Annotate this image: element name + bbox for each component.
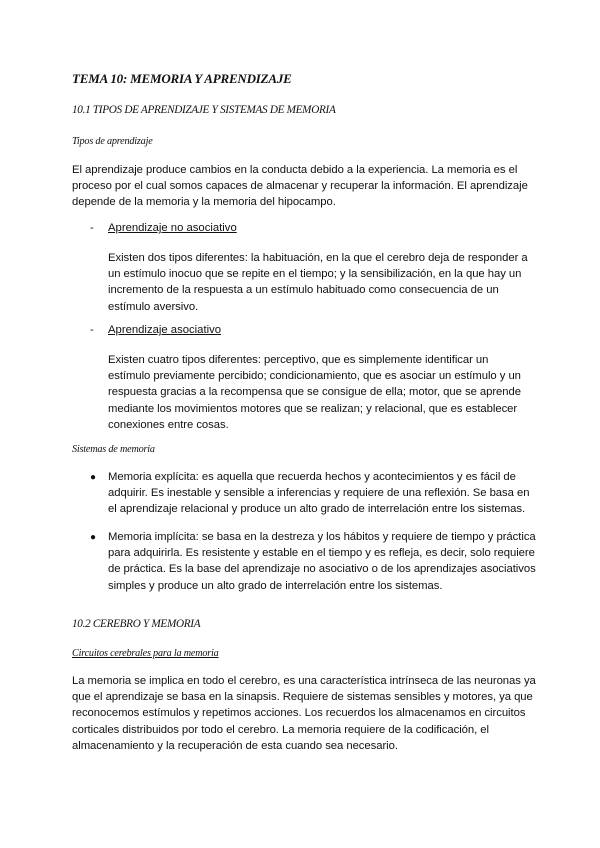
label-no-asociativo: Aprendizaje no asociativo (108, 222, 237, 234)
section2-paragraph: La memoria se implica en todo el cerebro, es una característica intrínseca de las neuronas ya que el aprendizaje se basa en la sinapsis. Requiere de sistemas sensibles y motores, ya que reconocemos estímulos y repetimos acciones. Los recuerdos los almacenamos en circuitos corticales distribuidos por todo el cerebro. La memoria requiere de la codificación, el almacenamiento y la recuperación de esta cuando sea necesario. (72, 675, 536, 752)
text-no-asociativo: Existen dos tipos diferentes: la habituación, en la que el cerebro deja de responder a un estímulo inocuo que se repite en el tiempo; y la sensibilización, en la que hay un incremento de la respuesta a un estímulo habituado como consecuencia de un estímulo aversivo. (108, 252, 528, 313)
text-asociativo: Existen cuatro tipos diferentes: perceptivo, que es simplemente identificar un estímulo previamente percibido; condicionamiento, que es asociar un estímulo y un respuesta gracias a la recompensa que se consigue de ella; motor, que se aprende mediante los movimientos motores que se realizan; y relacional, que es establecer conexiones entre cosas. (108, 354, 521, 431)
label-asociativo: Aprendizaje asociativo (108, 324, 222, 336)
section-heading-2: 10.2 CEREBRO Y MEMORIA (72, 618, 201, 630)
subheading-systems: Sistemas de memoria (72, 444, 155, 455)
dash-bullet: - (90, 222, 94, 234)
subheading-circuits: Circuitos cerebrales para la memoria (72, 648, 219, 659)
dot-bullet: ● (90, 472, 97, 483)
dot-bullet: ● (90, 532, 97, 543)
text-memoria-explicita: Memoria explícita: es aquella que recuerda hechos y acontecimientos y es fácil de adquirir. Es inestable y sensible a inferencias y requiere de una reflexión. Se basa en el aprendizaje relacional y produce un alto grado de interrelación entre los sistemas. (108, 471, 530, 516)
section-heading-1: 10.1 TIPOS DE APRENDIZAJE Y SISTEMAS DE MEMORIA (72, 104, 336, 116)
dash-bullet: - (90, 324, 94, 336)
subheading-types: Tipos de aprendizaje (72, 136, 153, 147)
text-memoria-implicita: Memoria implícita: se basa en la destreza y los hábitos y requiere de tiempo y práctica para adquirirla. Es resistente y estable en el tiempo y es refleja, es decir, solo requiere de práctica. Es la base del aprendizaje no asociativo o de los aprendizajes asociativos simples y produce un alto grado de interrelación entre los sistemas. (108, 531, 536, 592)
intro-paragraph: El aprendizaje produce cambios en la conducta debido a la experiencia. La memoria es el proceso por el cual somos capaces de almacenar y recuperar la información. El aprendizaje depende de la memoria y la memoria del hipocampo. (72, 164, 528, 209)
document-title: TEMA 10: MEMORIA Y APRENDIZAJE (72, 71, 292, 86)
